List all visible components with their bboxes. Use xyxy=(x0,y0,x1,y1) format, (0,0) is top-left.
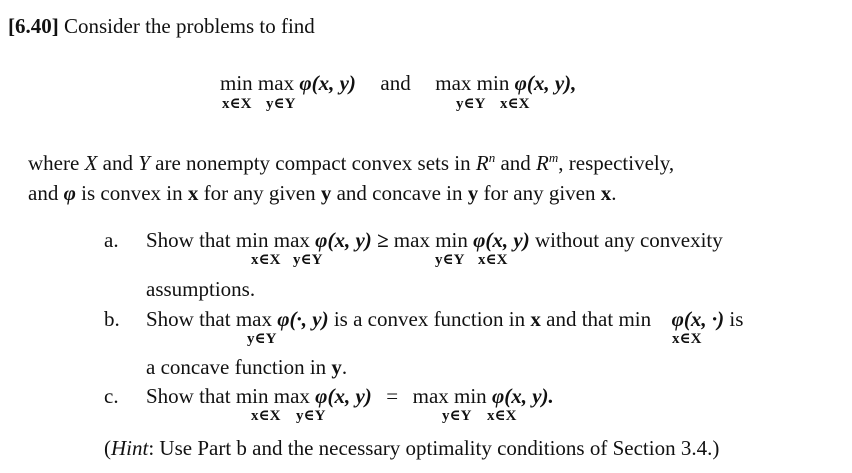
problem-number: [6.40] xyxy=(8,14,59,38)
exponent-m: m xyxy=(548,150,559,165)
equals-sign: = xyxy=(386,384,399,408)
item-text: and that xyxy=(546,307,614,331)
hint-text: : Use Part b and the necessary optimality conditions of Section 3.4.) xyxy=(148,436,720,460)
item-b-continuation xyxy=(146,355,347,379)
var-x: x xyxy=(600,181,612,205)
var-y: y xyxy=(320,181,332,205)
display-left-sub-2: y∈Y xyxy=(266,96,296,112)
item-c-operator-1: min max xyxy=(235,384,310,408)
item-a-sub-1: x∈X xyxy=(251,252,281,268)
display-connector: and xyxy=(380,71,411,95)
item-b-sub-1: y∈Y xyxy=(247,331,277,347)
hint-open-paren: ( xyxy=(104,436,111,460)
var-x: x xyxy=(187,181,199,205)
var-x: x xyxy=(530,307,541,331)
display-right-sub-2: x∈X xyxy=(500,96,530,112)
para-text: is convex in xyxy=(81,181,183,205)
item-b-label: b. xyxy=(104,307,120,331)
item-b-expression-2: φ(x, ·) xyxy=(671,307,725,331)
item-c-expression-2: φ(x, y). xyxy=(491,384,554,408)
para-text: . xyxy=(611,181,617,205)
item-a-label: a. xyxy=(104,228,119,252)
item-a-operator-2: max min xyxy=(393,228,468,252)
item-c-sub-4: x∈X xyxy=(487,408,517,424)
para-text: and xyxy=(102,151,133,175)
para-text: and concave in xyxy=(336,181,463,205)
space-r: R xyxy=(536,151,549,175)
item-b-operator-1: max xyxy=(235,307,272,331)
display-left-operator: min max xyxy=(220,71,295,95)
space-r: R xyxy=(475,151,489,175)
para-text: where xyxy=(28,151,80,175)
var-y: y xyxy=(331,355,342,379)
set-x: X xyxy=(84,151,98,175)
item-text: Show that xyxy=(146,307,231,331)
item-a-sub-4: x∈X xyxy=(478,252,508,268)
item-b-operator-2: min xyxy=(618,307,652,331)
item-text: without any convexity xyxy=(534,228,723,252)
exponent-n: n xyxy=(488,150,496,165)
item-text: Show that xyxy=(146,384,231,408)
item-c-expression-1: φ(x, y) xyxy=(315,384,372,408)
para-text: and xyxy=(500,151,531,175)
item-b-sub-2: x∈X xyxy=(672,331,702,347)
display-equation xyxy=(220,71,576,95)
item-c-sub-2: y∈Y xyxy=(296,408,326,424)
item-c-operator-2: max min xyxy=(412,384,487,408)
item-text: Show that xyxy=(146,228,231,252)
phi-symbol: φ xyxy=(63,181,76,205)
set-y: Y xyxy=(138,151,150,175)
display-right-sub-1: y∈Y xyxy=(456,96,486,112)
item-c-sub-3: y∈Y xyxy=(442,408,472,424)
display-right-expression: φ(x, y), xyxy=(514,71,577,95)
para-text: and xyxy=(28,181,59,205)
item-text: a concave function in xyxy=(146,355,327,379)
item-a-sub-3: y∈Y xyxy=(435,252,465,268)
hint-label: Hint xyxy=(111,436,149,460)
display-left-sub-1: x∈X xyxy=(222,96,252,112)
problem-intro: Consider the problems to find xyxy=(64,14,315,38)
item-c-sub-1: x∈X xyxy=(251,408,281,424)
paragraph-line-1 xyxy=(28,146,674,175)
paragraph-line-2 xyxy=(28,181,617,205)
para-text: , respectively, xyxy=(558,151,675,175)
item-c-label: c. xyxy=(104,384,119,408)
item-text: is a convex function in xyxy=(333,307,526,331)
item-a-continuation: assumptions. xyxy=(146,277,256,301)
item-text: . xyxy=(341,355,348,379)
var-y: y xyxy=(467,181,479,205)
para-text: for any given xyxy=(483,181,596,205)
item-b-line xyxy=(146,307,743,331)
item-a-sub-2: y∈Y xyxy=(293,252,323,268)
display-left-expression: φ(x, y) xyxy=(299,71,356,95)
hint-line xyxy=(104,436,719,460)
item-c-line xyxy=(146,384,554,408)
para-text: are nonempty compact convex sets in xyxy=(155,151,471,175)
item-a-line xyxy=(146,228,723,252)
problem-header xyxy=(8,14,315,38)
item-text: is xyxy=(729,307,744,331)
item-a-expression-1: φ(x, y) ≥ xyxy=(315,228,389,252)
item-a-expression-2: φ(x, y) xyxy=(473,228,530,252)
para-text: for any given xyxy=(203,181,316,205)
item-b-expression-1: φ(·, y) xyxy=(277,307,329,331)
item-a-operator-1: min max xyxy=(235,228,310,252)
display-right-operator: max min xyxy=(435,71,510,95)
